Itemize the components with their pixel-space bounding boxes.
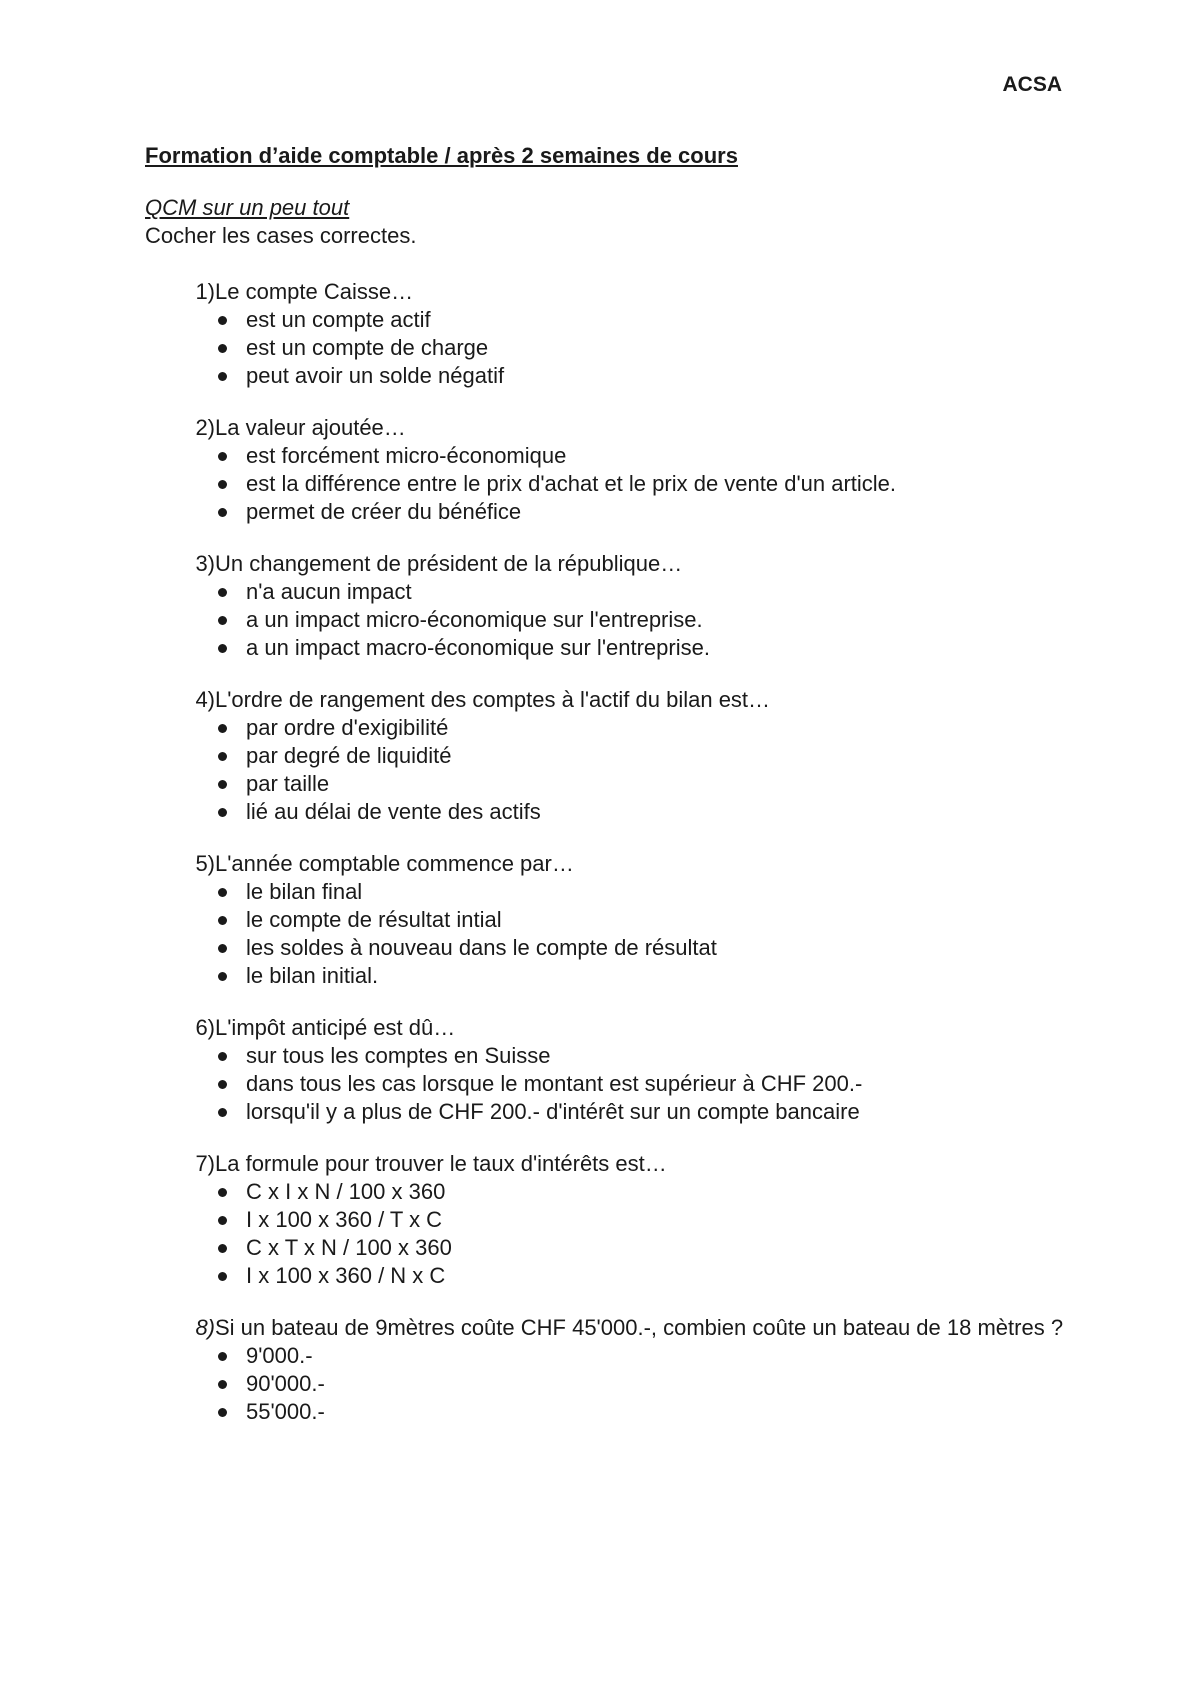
- question-header: [145, 686, 1075, 714]
- question-text: Le compte Caisse…: [215, 279, 414, 304]
- option-item[interactable]: [215, 362, 1075, 390]
- question-text: L'impôt anticipé est dû…: [215, 1015, 456, 1040]
- option-item[interactable]: [215, 798, 1075, 826]
- question-number: 6): [195, 1015, 215, 1040]
- question-header: [145, 550, 1075, 578]
- bullet-icon: [215, 1042, 246, 1070]
- document-title: Formation d’aide comptable / après 2 semaines de cours: [145, 143, 738, 168]
- bullet-icon: [215, 362, 246, 390]
- question-number: 4): [195, 687, 215, 712]
- option-item[interactable]: [215, 714, 1075, 742]
- question-text: La valeur ajoutée…: [215, 415, 406, 440]
- question-item: [145, 1014, 1075, 1126]
- question-header: [145, 278, 1075, 306]
- bullet-icon: [215, 470, 246, 498]
- option-item[interactable]: [215, 1370, 1075, 1398]
- option-item[interactable]: [215, 1262, 1075, 1290]
- bullet-icon: [215, 962, 246, 990]
- question-item: [145, 686, 1075, 826]
- bullet-icon: [215, 934, 246, 962]
- question-number: 7): [195, 1151, 215, 1176]
- bullet-icon: [215, 1262, 246, 1290]
- option-label: par ordre d'exigibilité: [246, 715, 449, 740]
- option-item[interactable]: [215, 606, 1075, 634]
- question-header: [145, 1150, 1075, 1178]
- option-label: est un compte actif: [246, 307, 431, 332]
- option-list: [145, 1342, 1075, 1426]
- option-item[interactable]: [215, 742, 1075, 770]
- bullet-icon: [215, 578, 246, 606]
- question-list: [145, 278, 1075, 1426]
- bullet-icon: [215, 498, 246, 526]
- bullet-icon: [215, 798, 246, 826]
- bullet-icon: [215, 606, 246, 634]
- option-item[interactable]: [215, 770, 1075, 798]
- bullet-icon: [215, 1070, 246, 1098]
- question-text: Si un bateau de 9mètres coûte CHF 45'000.-, combien coûte un bateau de 18 mètres ?: [215, 1315, 1064, 1340]
- question-item: [145, 414, 1075, 526]
- option-label: a un impact macro-économique sur l'entreprise.: [246, 635, 710, 660]
- section-title: QCM sur un peu tout: [145, 195, 350, 220]
- bullet-icon: [215, 878, 246, 906]
- bullet-icon: [215, 906, 246, 934]
- option-item[interactable]: [215, 306, 1075, 334]
- option-label: les soldes à nouveau dans le compte de résultat: [246, 935, 717, 960]
- question-item: [145, 1150, 1075, 1290]
- option-label: sur tous les comptes en Suisse: [246, 1043, 551, 1068]
- option-label: le bilan initial.: [246, 963, 379, 988]
- option-item[interactable]: [215, 962, 1075, 990]
- option-label: I x 100 x 360 / N x C: [246, 1263, 446, 1288]
- bullet-icon: [215, 742, 246, 770]
- option-item[interactable]: [215, 470, 1075, 498]
- question-header: [145, 1314, 1075, 1342]
- question-header: [145, 850, 1075, 878]
- instruction-text: Cocher les cases correctes.: [145, 223, 417, 248]
- question-number: 2): [195, 415, 215, 440]
- option-list: [145, 306, 1075, 390]
- question-item: [145, 550, 1075, 662]
- question-header: [145, 1014, 1075, 1042]
- bullet-icon: [215, 334, 246, 362]
- bullet-icon: [215, 1098, 246, 1126]
- option-list: [145, 578, 1075, 662]
- question-text: L'ordre de rangement des comptes à l'actif du bilan est…: [215, 687, 771, 712]
- option-label: dans tous les cas lorsque le montant est supérieur à CHF 200.-: [246, 1071, 863, 1096]
- option-label: est un compte de charge: [246, 335, 489, 360]
- question-text: La formule pour trouver le taux d'intérêts est…: [215, 1151, 667, 1176]
- bullet-icon: [215, 634, 246, 662]
- option-label: a un impact micro-économique sur l'entreprise.: [246, 607, 703, 632]
- bullet-icon: [215, 1370, 246, 1398]
- option-list: [145, 878, 1075, 990]
- option-label: I x 100 x 360 / T x C: [246, 1207, 443, 1232]
- question-text: Un changement de président de la république…: [215, 551, 683, 576]
- question-item: [145, 1314, 1075, 1426]
- option-item[interactable]: [215, 634, 1075, 662]
- option-item[interactable]: [215, 498, 1075, 526]
- option-label: est la différence entre le prix d'achat et le prix de vente d'un article.: [246, 471, 897, 496]
- option-item[interactable]: [215, 878, 1075, 906]
- option-label: permet de créer du bénéfice: [246, 499, 522, 524]
- document-content: [145, 142, 1075, 1450]
- option-item[interactable]: [215, 334, 1075, 362]
- option-item[interactable]: [215, 1398, 1075, 1426]
- option-item[interactable]: [215, 1042, 1075, 1070]
- question-number: 5): [195, 851, 215, 876]
- option-label: C x I x N / 100 x 360: [246, 1179, 446, 1204]
- option-item[interactable]: [215, 1070, 1075, 1098]
- option-item[interactable]: [215, 578, 1075, 606]
- option-list: [145, 714, 1075, 826]
- option-label: par taille: [246, 771, 330, 796]
- option-item[interactable]: [215, 442, 1075, 470]
- bullet-icon: [215, 770, 246, 798]
- question-number: 1): [195, 279, 215, 304]
- option-label: 9'000.-: [246, 1343, 313, 1368]
- bullet-icon: [215, 1398, 246, 1426]
- option-label: le compte de résultat intial: [246, 907, 502, 932]
- question-text: L'année comptable commence par…: [215, 851, 574, 876]
- option-label: lié au délai de vente des actifs: [246, 799, 541, 824]
- option-label: le bilan final: [246, 879, 363, 904]
- option-list: [145, 1178, 1075, 1290]
- bullet-icon: [215, 1342, 246, 1370]
- header-tag: ACSA: [1002, 73, 1062, 96]
- question-item: [145, 278, 1075, 390]
- question-number: 3): [195, 551, 215, 576]
- option-label: lorsqu'il y a plus de CHF 200.- d'intérêt sur un compte bancaire: [246, 1099, 860, 1124]
- option-list: [145, 1042, 1075, 1126]
- option-item[interactable]: [215, 1206, 1075, 1234]
- option-item[interactable]: [215, 1178, 1075, 1206]
- bullet-icon: [215, 1206, 246, 1234]
- option-label: est forcément micro-économique: [246, 443, 567, 468]
- option-label: 90'000.-: [246, 1371, 325, 1396]
- option-item[interactable]: [215, 934, 1075, 962]
- option-list: [145, 442, 1075, 526]
- question-item: [145, 850, 1075, 990]
- bullet-icon: [215, 1178, 246, 1206]
- option-label: C x T x N / 100 x 360: [246, 1235, 452, 1260]
- option-item[interactable]: [215, 1234, 1075, 1262]
- option-label: par degré de liquidité: [246, 743, 452, 768]
- question-header: [145, 414, 1075, 442]
- option-label: peut avoir un solde négatif: [246, 363, 505, 388]
- option-item[interactable]: [215, 1098, 1075, 1126]
- bullet-icon: [215, 714, 246, 742]
- option-label: n'a aucun impact: [246, 579, 412, 604]
- option-label: 55'000.-: [246, 1399, 325, 1424]
- question-number: 8): [195, 1315, 215, 1340]
- bullet-icon: [215, 1234, 246, 1262]
- option-item[interactable]: [215, 1342, 1075, 1370]
- bullet-icon: [215, 442, 246, 470]
- option-item[interactable]: [215, 906, 1075, 934]
- bullet-icon: [215, 306, 246, 334]
